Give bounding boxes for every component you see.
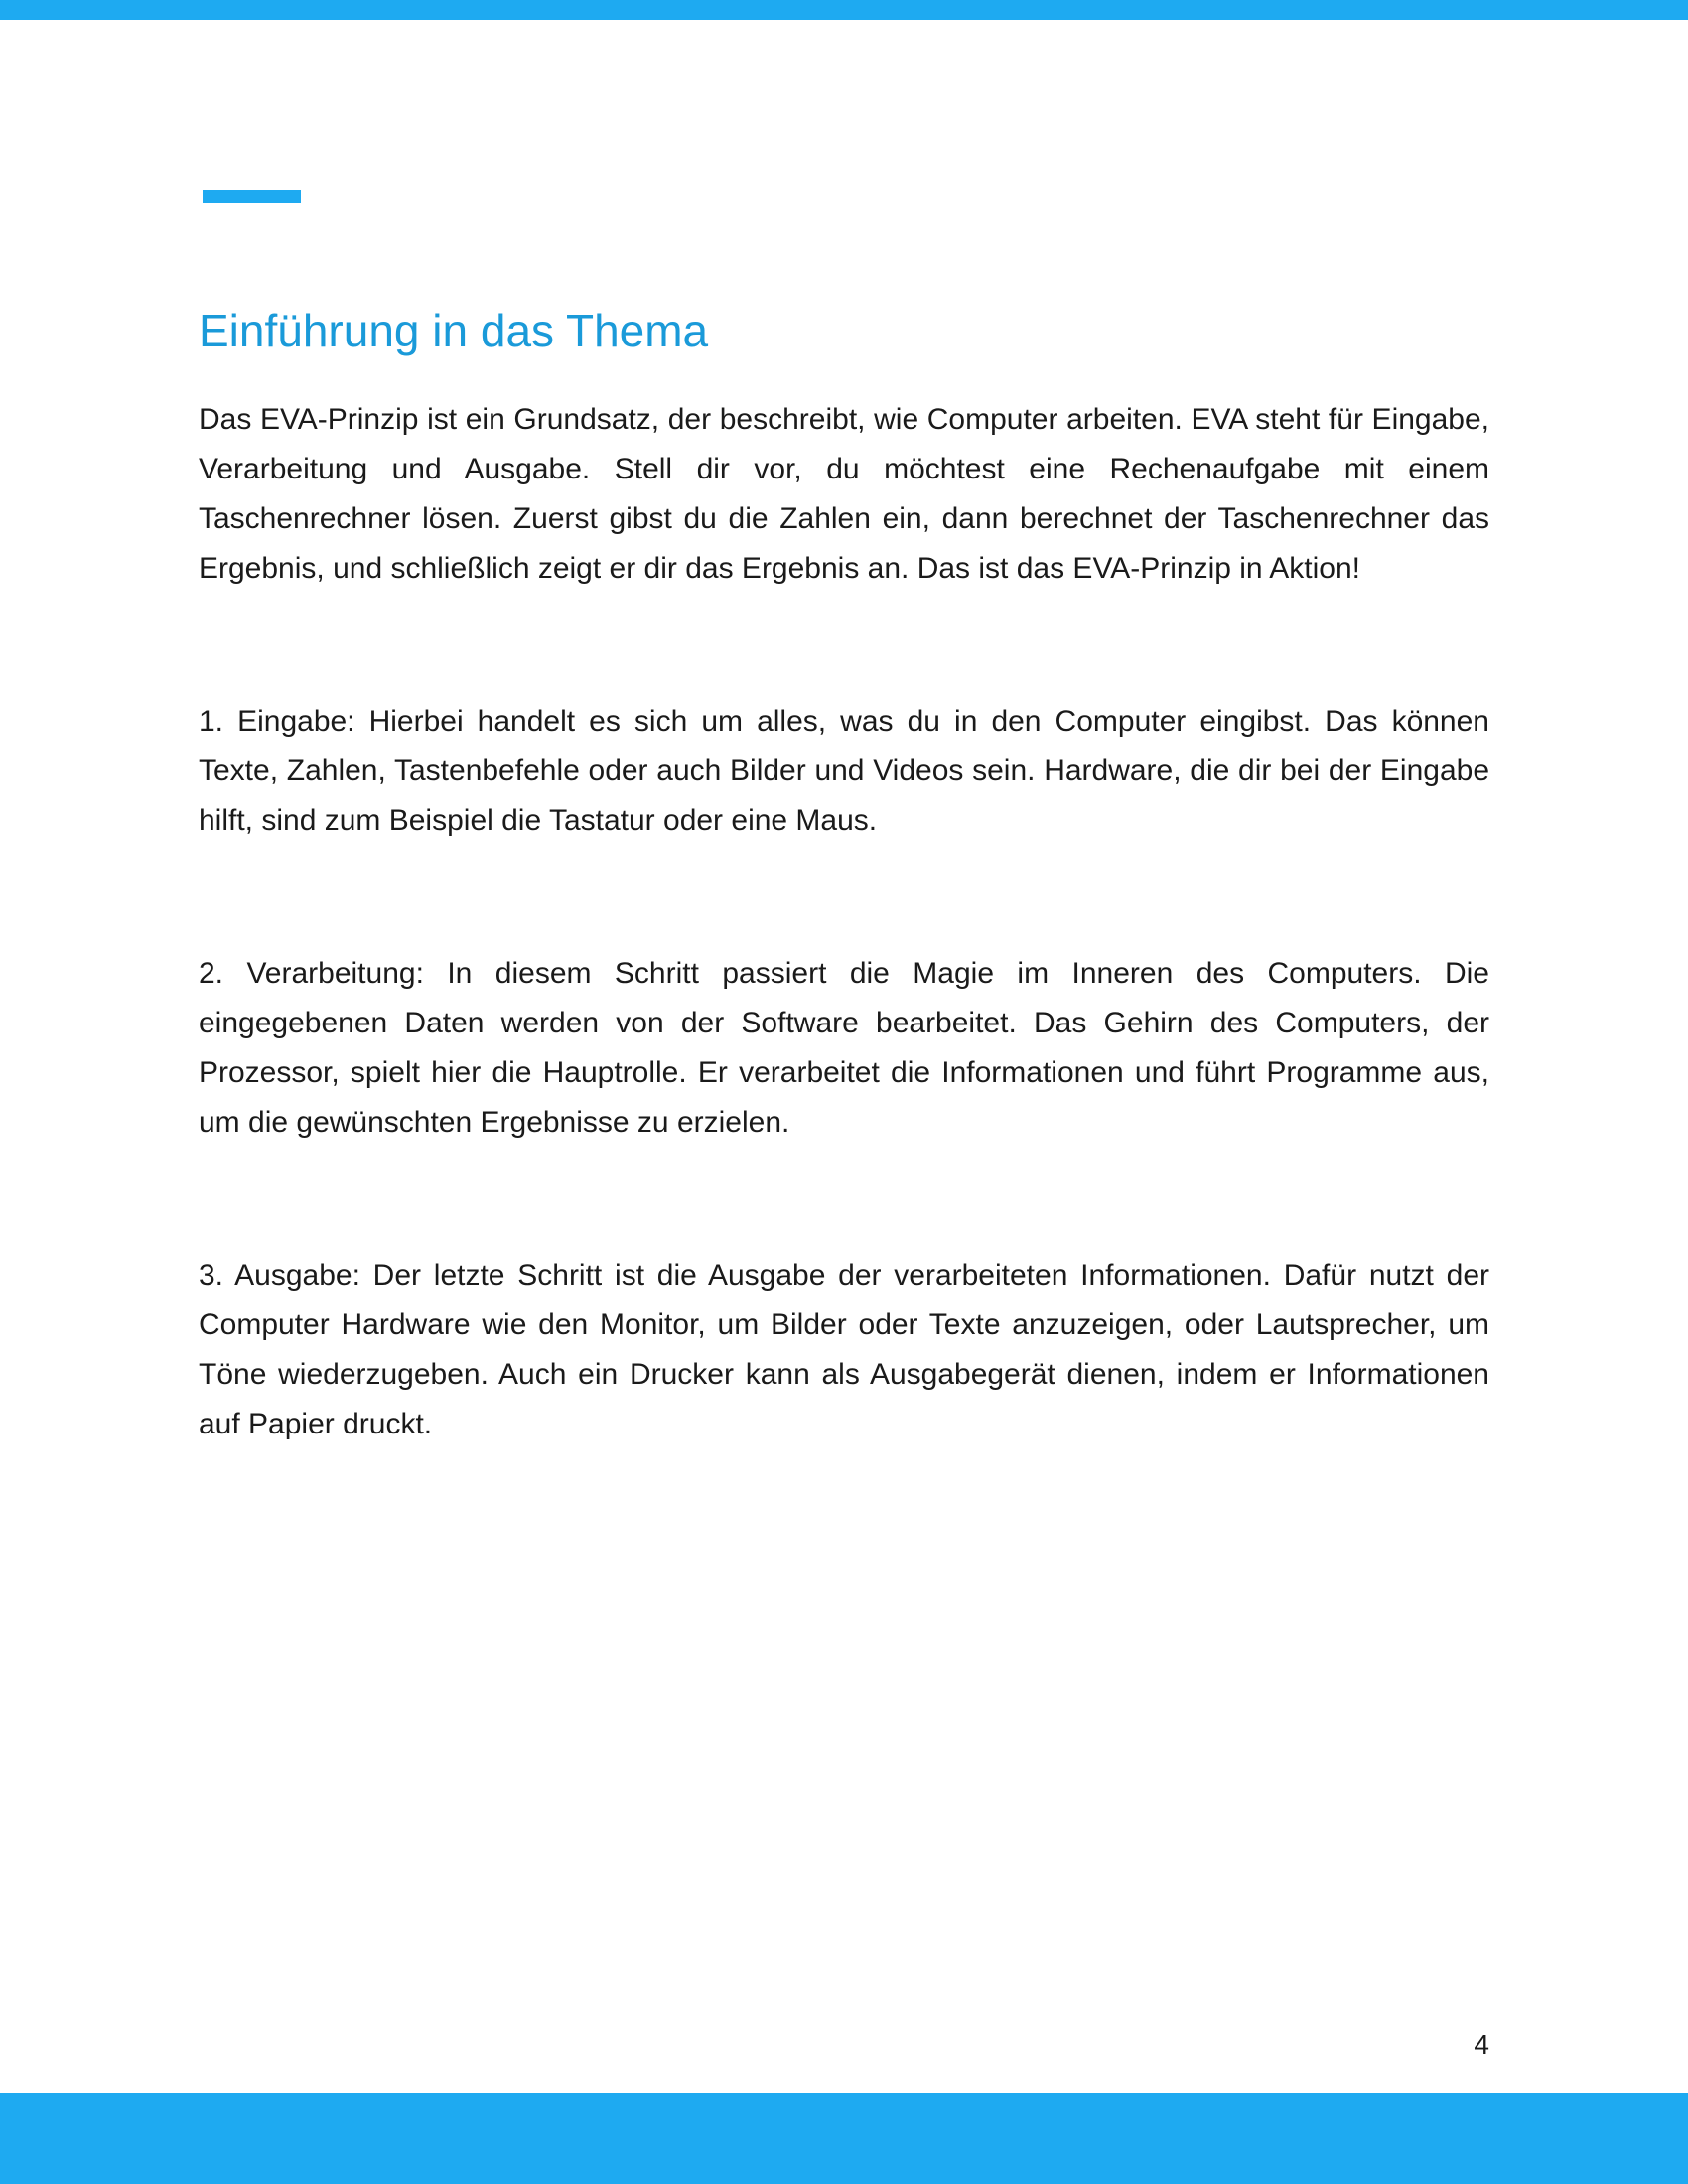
- intro-paragraph: Das EVA-Prinzip ist ein Grundsatz, der beschreibt, wie Computer arbeiten. EVA steht für Eingabe, Verarbeitung und Ausgabe. Stell dir vor, du möchtest eine Rechenaufgabe mit einem Taschenrechner lösen. Zuerst gibst du die Zahlen ein, dann berechnet der Taschenrechner das Ergebnis, und schließlich zeigt er dir das Ergebnis an. Das ist das EVA-Prinzip in Aktion!: [199, 403, 1489, 585]
- top-accent-bar: [0, 0, 1688, 20]
- paragraph-ausgabe: 3. Ausgabe: Der letzte Schritt ist die Ausgabe der verarbeiteten Informationen. Dafür nutzt der Computer Hardware wie den Monitor, um Bilder oder Texte anzuzeigen, oder Lautsprecher, um Töne wiederzugeben. Auch ein Drucker kann als Ausgabegerät dienen, indem er Informationen auf Papier druckt.: [199, 1259, 1489, 1440]
- page-number: 4: [1474, 2029, 1489, 2060]
- bottom-accent-bar: [0, 2093, 1688, 2184]
- paragraph-eingabe: 1. Eingabe: Hierbei handelt es sich um alles, was du in den Computer eingibst. Das können Texte, Zahlen, Tastenbefehle oder auch Bilder und Videos sein. Hardware, die dir bei der Eingabe hilft, sind zum Beispiel die Tastatur oder eine Maus.: [199, 705, 1489, 837]
- page-title: Einführung in das Thema: [199, 305, 709, 356]
- paragraph-verarbeitung: 2. Verarbeitung: In diesem Schritt passiert die Magie im Inneren des Computers. Die eingegebenen Daten werden von der Software bearbeitet. Das Gehirn des Computers, der Prozessor, spielt hier die Hauptrolle. Er verarbeitet die Informationen und führt Programme aus, um die gewünschten Ergebnisse zu erzielen.: [199, 957, 1489, 1139]
- title-accent-mark: [203, 190, 301, 203]
- body-text: [199, 395, 1489, 1449]
